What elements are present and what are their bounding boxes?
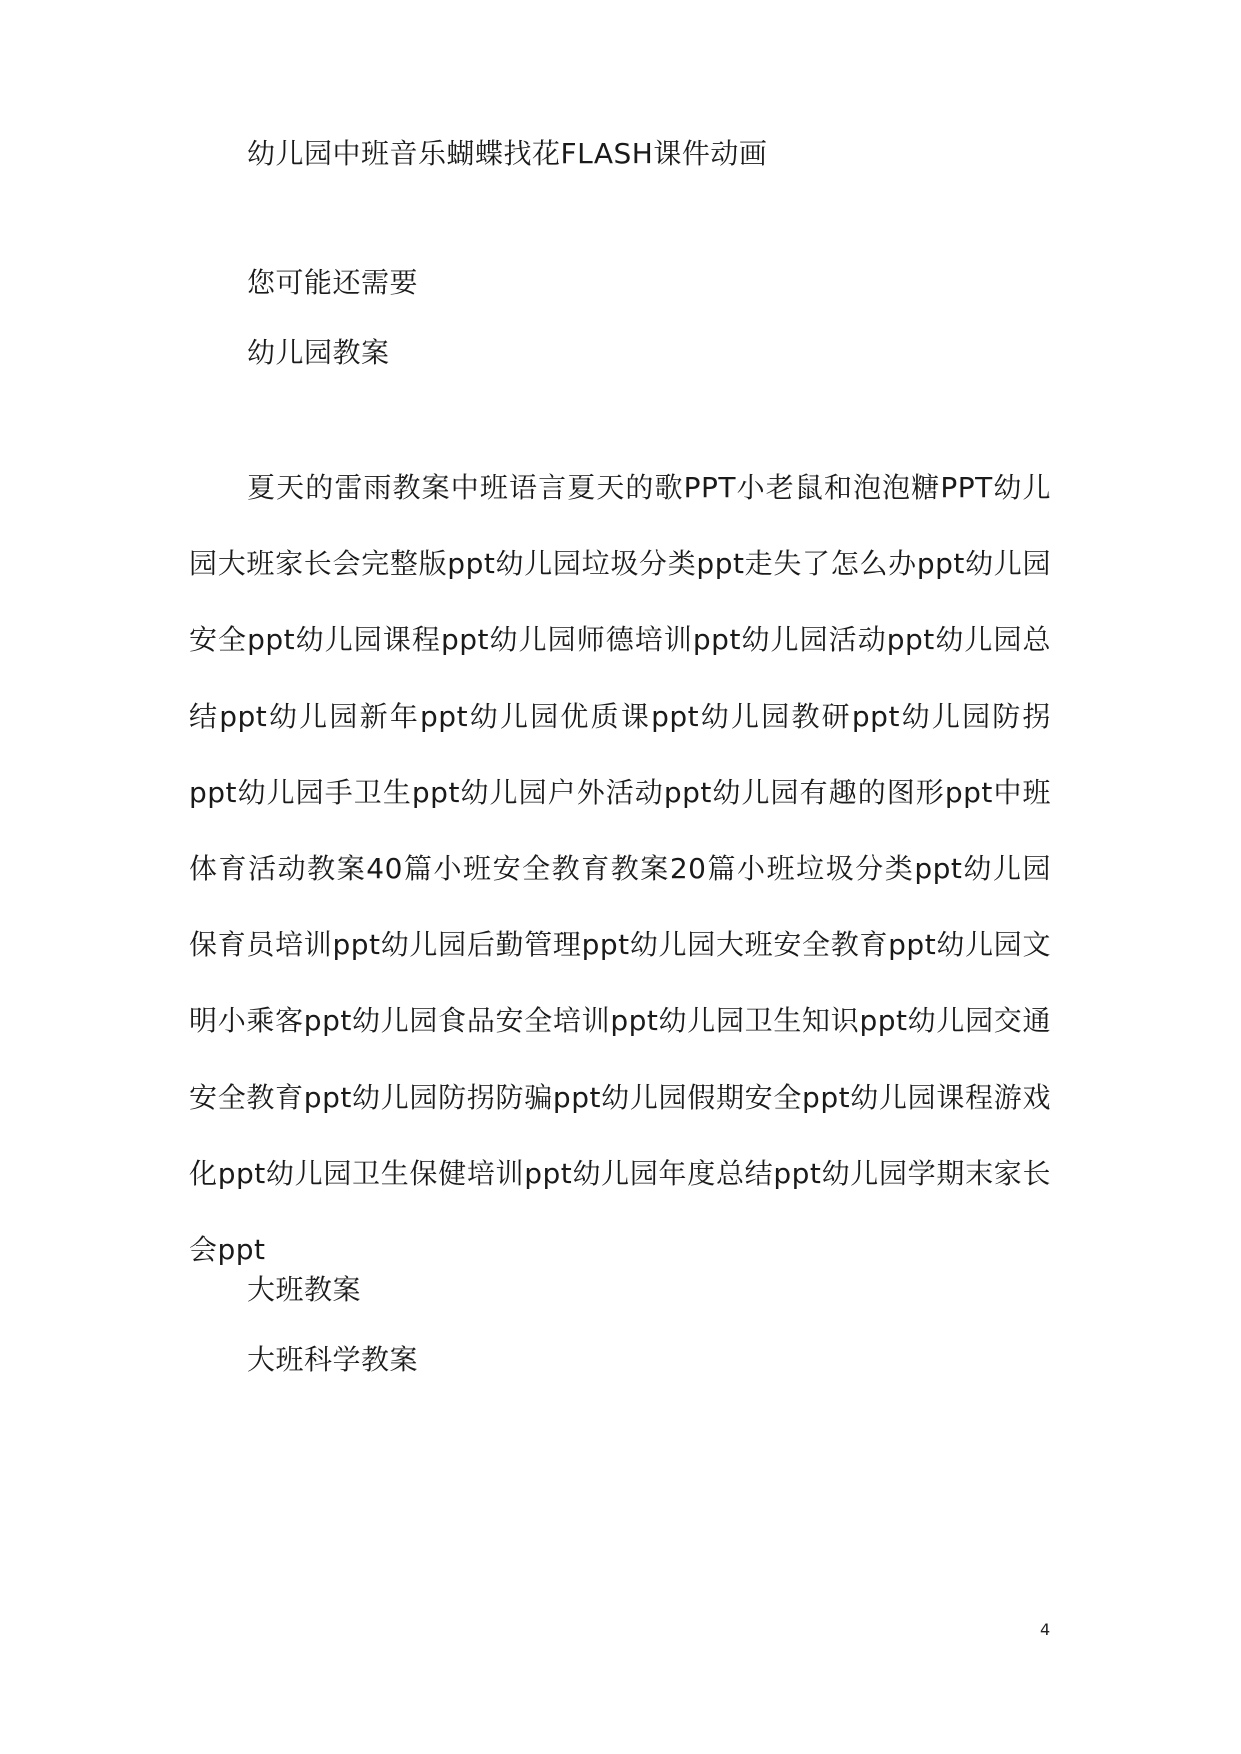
document-title-line: 幼儿园中班音乐蝴蝶找花FLASH课件动画 [247, 137, 768, 170]
related-links-paragraph: 夏天的雷雨教案中班语言夏天的歌PPT小老鼠和泡泡糖PPT幼儿园大班家长会完整版ppt幼儿园垃圾分类ppt走失了怎么办ppt幼儿园安全ppt幼儿园课程ppt幼儿园师德培训ppt幼儿园活动ppt幼儿园总结ppt幼儿园新年ppt幼儿园优质课ppt幼儿园教研ppt幼儿园防拐ppt幼儿园手卫生ppt幼儿园户外活动ppt幼儿园有趣的图形ppt中班体育活动教案40篇小班安全教育教案20篇小班垃圾分类ppt幼儿园保育员培训ppt幼儿园后勤管理ppt幼儿园大班安全教育ppt幼儿园文明小乘客ppt幼儿园食品安全培训ppt幼儿园卫生知识ppt幼儿园交通安全教育ppt幼儿园防拐防骗ppt幼儿园假期安全ppt幼儿园课程游戏化ppt幼儿园卫生保健培训ppt幼儿园年度总结ppt幼儿园学期末家长会ppt [189, 471, 1051, 1267]
heading-maybe-need: 您可能还需要 [247, 266, 419, 299]
heading-big-class-science: 大班科学教案 [247, 1343, 419, 1376]
heading-big-class: 大班教案 [247, 1273, 362, 1306]
heading-kindergarten-plans: 幼儿园教案 [247, 336, 390, 369]
page-number: 4 [1040, 1620, 1051, 1639]
